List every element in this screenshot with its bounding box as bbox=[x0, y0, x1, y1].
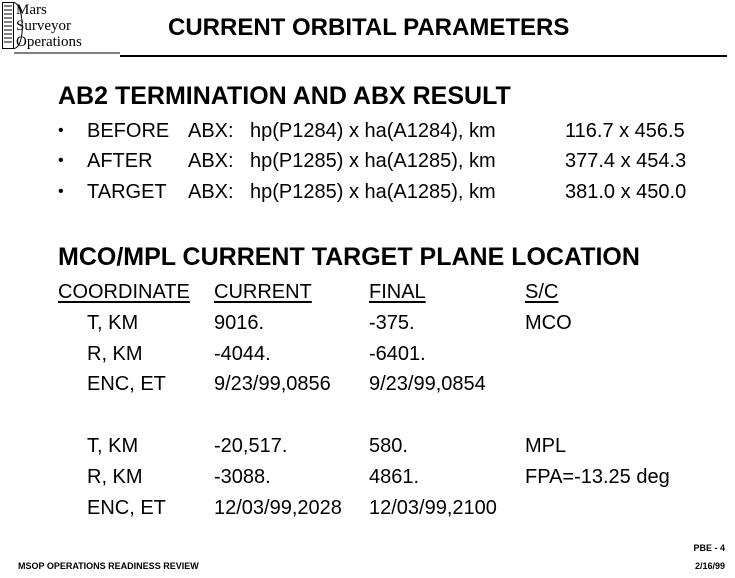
final-cell: -375. bbox=[369, 312, 415, 334]
current-cell: 9/23/99,0856 bbox=[214, 373, 331, 395]
current-cell: -4044. bbox=[214, 343, 271, 365]
plane-section-title: MCO/MPL CURRENT TARGET PLANE LOCATION bbox=[58, 243, 640, 271]
current-cell: 12/03/99,2028 bbox=[214, 497, 342, 519]
current-cell: 9016. bbox=[214, 312, 265, 334]
abx-row-value: 381.0 x 450.0 bbox=[565, 181, 687, 203]
footer-date: 2/16/99 bbox=[694, 561, 725, 571]
sc-cell: FPA=-13.25 deg bbox=[525, 466, 670, 488]
abx-row-value: 377.4 x 454.3 bbox=[565, 150, 687, 172]
sc-cell: MCO bbox=[525, 312, 572, 334]
coordinate-cell: ENC, ET bbox=[87, 373, 166, 395]
abx-row-param: hp(P1284) x ha(A1284), km bbox=[250, 120, 496, 142]
mars-surveyor-operations-logo bbox=[2, 2, 122, 54]
abx-row-label: BEFORE bbox=[87, 120, 170, 142]
logo-line-operations: Operations bbox=[16, 34, 82, 50]
bullet-icon: • bbox=[58, 152, 64, 169]
current-cell: -20,517. bbox=[214, 435, 288, 457]
final-column-header: FINAL bbox=[369, 281, 426, 303]
bullet-icon: • bbox=[58, 183, 64, 200]
final-cell: 4861. bbox=[369, 466, 420, 488]
abx-row-param: hp(P1285) x ha(A1285), km bbox=[250, 181, 496, 203]
final-cell: -6401. bbox=[369, 343, 426, 365]
coordinate-cell: R, KM bbox=[87, 343, 143, 365]
abx-row-label: AFTER bbox=[87, 150, 153, 172]
coordinate-cell: T, KM bbox=[87, 312, 139, 334]
footer-page-number: PBE - 4 bbox=[693, 543, 725, 553]
final-cell: 580. bbox=[369, 435, 408, 457]
logo-line-surveyor: Surveyor bbox=[16, 18, 71, 34]
sc-cell: MPL bbox=[525, 435, 567, 457]
sc-column-header: S/C bbox=[525, 281, 559, 303]
abx-row-label: TARGET bbox=[87, 181, 167, 203]
abx-row-abx: ABX: bbox=[188, 150, 234, 172]
abx-row-param: hp(P1285) x ha(A1285), km bbox=[250, 150, 496, 172]
coordinate-cell: R, KM bbox=[87, 466, 143, 488]
header-divider bbox=[120, 55, 727, 57]
abx-row-abx: ABX: bbox=[188, 181, 234, 203]
ab2-section-title: AB2 TERMINATION AND ABX RESULT bbox=[58, 82, 511, 110]
coordinate-cell: ENC, ET bbox=[87, 497, 166, 519]
page-title: CURRENT ORBITAL PARAMETERS bbox=[168, 14, 570, 41]
bullet-icon: • bbox=[58, 122, 64, 139]
current-cell: -3088. bbox=[214, 466, 271, 488]
coordinate-cell: T, KM bbox=[87, 435, 139, 457]
final-cell: 9/23/99,0854 bbox=[369, 373, 486, 395]
footer-review-title: MSOP OPERATIONS READINESS REVIEW bbox=[18, 561, 199, 571]
abx-row-abx: ABX: bbox=[188, 120, 234, 142]
current-column-header: CURRENT bbox=[214, 281, 312, 303]
final-cell: 12/03/99,2100 bbox=[369, 497, 497, 519]
logo-line-mars: Mars bbox=[16, 2, 47, 18]
coordinate-column-header: COORDINATE bbox=[58, 281, 190, 303]
abx-row-value: 116.7 x 456.5 bbox=[565, 120, 685, 142]
